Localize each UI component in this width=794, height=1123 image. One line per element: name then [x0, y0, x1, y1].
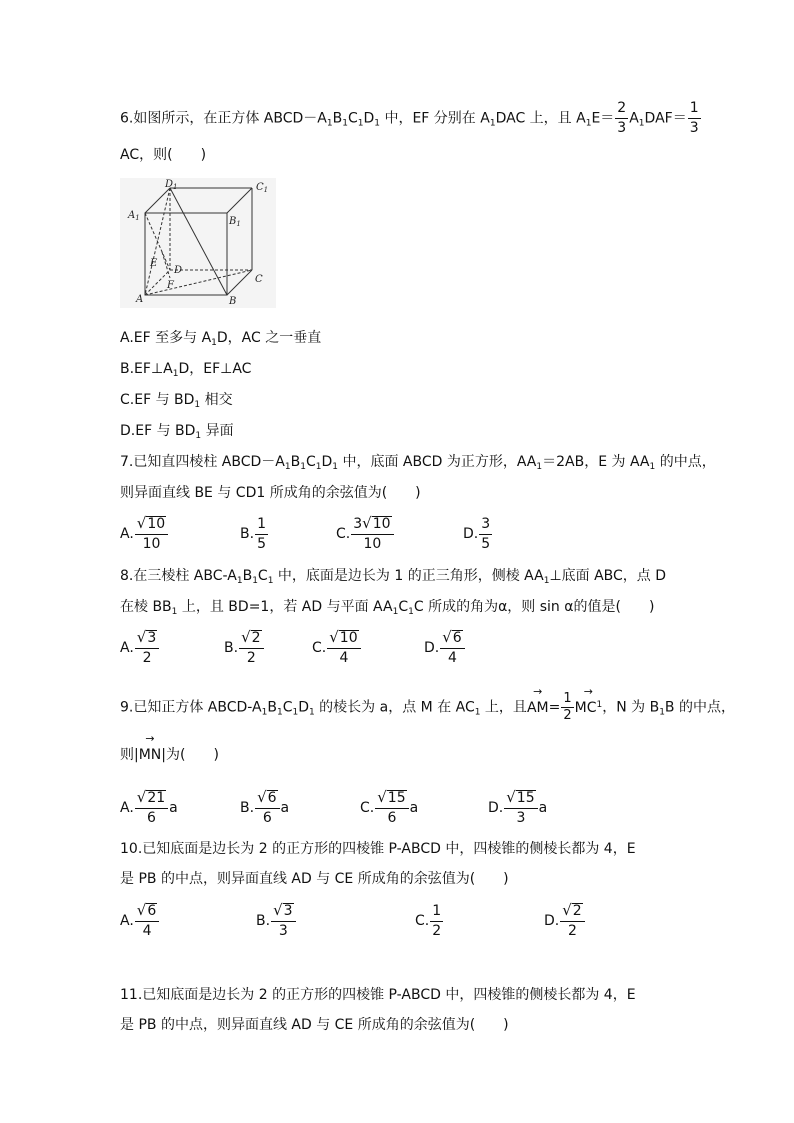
label-f: F — [167, 280, 174, 291]
q7-option-b: B. $\frac{1}{5}$ — [240, 515, 266, 552]
q7-line1: 7.已知直四棱柱 $ABCD-A_1B_1C_1D_1$ 中，底面 ABCD 为正方形，$AA_1=2AB$，E 为 $AA_1$ 的中点， — [120, 454, 716, 472]
label-c: C — [255, 274, 263, 285]
q6-option-c: C.EF 与 $BD_1$ 相交 — [120, 392, 233, 410]
label-a1: $A_1$ — [128, 210, 140, 222]
label-b1: $B_1$ — [229, 216, 241, 228]
label-b: B — [229, 296, 237, 307]
q6-frac-one-third: $\frac{1}{3}$ — [689, 100, 699, 136]
q10-line2: 是 PB 的中点，则异面直线 AD 与 CE 所成角的余弦值为( ) — [120, 871, 509, 887]
q8-option-b: B. √ 2 2 — [224, 626, 265, 670]
q9-option-d: D. √ 15 3 a — [488, 788, 548, 826]
q9-option-a: A. √ 21 6 a — [120, 788, 178, 826]
q9-line2: 则|→ MN|为( ) — [120, 745, 219, 765]
q6-option-b: $B.EF\perp A_1D$，EF⊥AC — [120, 361, 252, 379]
vector-mn: → MN — [139, 745, 162, 765]
q6-line2: AC，则( ) — [120, 147, 207, 163]
q9-option-b: B. √ 6 6 a — [240, 788, 290, 826]
q10-option-b: B. √ 3 3 — [256, 899, 297, 943]
q10-option-c: C. $\frac{1}{2}$ — [415, 902, 442, 939]
q7-option-c: C. 3 √ 10 10 — [336, 512, 395, 556]
label-a: A — [136, 294, 144, 305]
q6-option-d: D.EF 与 $BD_1$ 异面 — [120, 423, 234, 441]
q11-line1: 11.已知底面是边长为 2 的正方形的四棱锥 P-ABCD 中，四棱锥的侧棱长都为 4，E — [120, 987, 636, 1003]
q9-line1: 9.已知正方体 ABCD-$A_1B_1C_1D_1$ 的棱长为 a，点 M 在 $AC_1$ 上，且→ AM= $\frac{1}{2}$ → $MC^1$，N 为 $B_1B$ 的中点， — [120, 692, 735, 723]
q7-option-a: A. √ 10 10 — [120, 512, 169, 556]
vector-mc1: → $MC^1$ — [575, 698, 603, 718]
q8-line1: 8.在三棱柱 ABC-$A_1B_1C_1$ 中，底面是边长为 1 的正三角形，侧棱 $AA_1\perp$底面 ABC，点 D — [120, 568, 667, 586]
q9-option-c: C. √ 15 6 a — [360, 788, 419, 826]
q9-frac-half: $\frac{1}{2}$ — [563, 691, 572, 723]
q6-option-a: A.EF 至多与 $A_1D$，AC 之一垂直 — [120, 330, 322, 348]
vector-am: → AM — [527, 698, 549, 718]
q7-line2: 则异面直线 BE 与 CD1 所成角的余弦值为( ) — [120, 485, 421, 501]
q10-option-a: A. √ 6 4 — [120, 899, 160, 943]
q6-line1: 6.如图所示，在正方体 $ABCD-A_1B_1C_1D_1$ 中，EF 分别在 $A_1DAC$ 上，且 $A_1E=$ $\frac{2}{3}$ $A_1DAF=$ $\frac{1}{3}$ — [120, 100, 699, 136]
cube-figure — [120, 178, 276, 308]
q8-option-d: D. √ 6 4 — [424, 626, 466, 670]
label-d: D — [174, 265, 183, 276]
q10-option-d: D. √ 2 2 — [544, 899, 586, 943]
q11-line2: 是 PB 的中点，则异面直线 AD 与 CE 所成角的余弦值为( ) — [120, 1017, 509, 1033]
label-c1: $C_1$ — [256, 182, 269, 194]
q8-option-a: A. √ 3 2 — [120, 626, 160, 670]
label-d1: $D_1$ — [165, 179, 178, 191]
label-e: E — [150, 258, 158, 269]
q7-option-d: D. $\frac{3}{5}$ — [463, 515, 491, 552]
q6-frac-two-thirds: $\frac{2}{3}$ — [617, 100, 627, 136]
q8-line2: 在棱 $BB_1$ 上，且 BD=1，若 AD 与平面 $AA_1C_1C$ 所成的角为α，则 sin α的值是( ) — [120, 599, 655, 617]
q8-option-c: C. √ 10 4 — [312, 626, 362, 670]
q10-line1: 10.已知底面是边长为 2 的正方形的四棱锥 P-ABCD 中，四棱锥的侧棱长都为 4，E — [120, 841, 636, 857]
